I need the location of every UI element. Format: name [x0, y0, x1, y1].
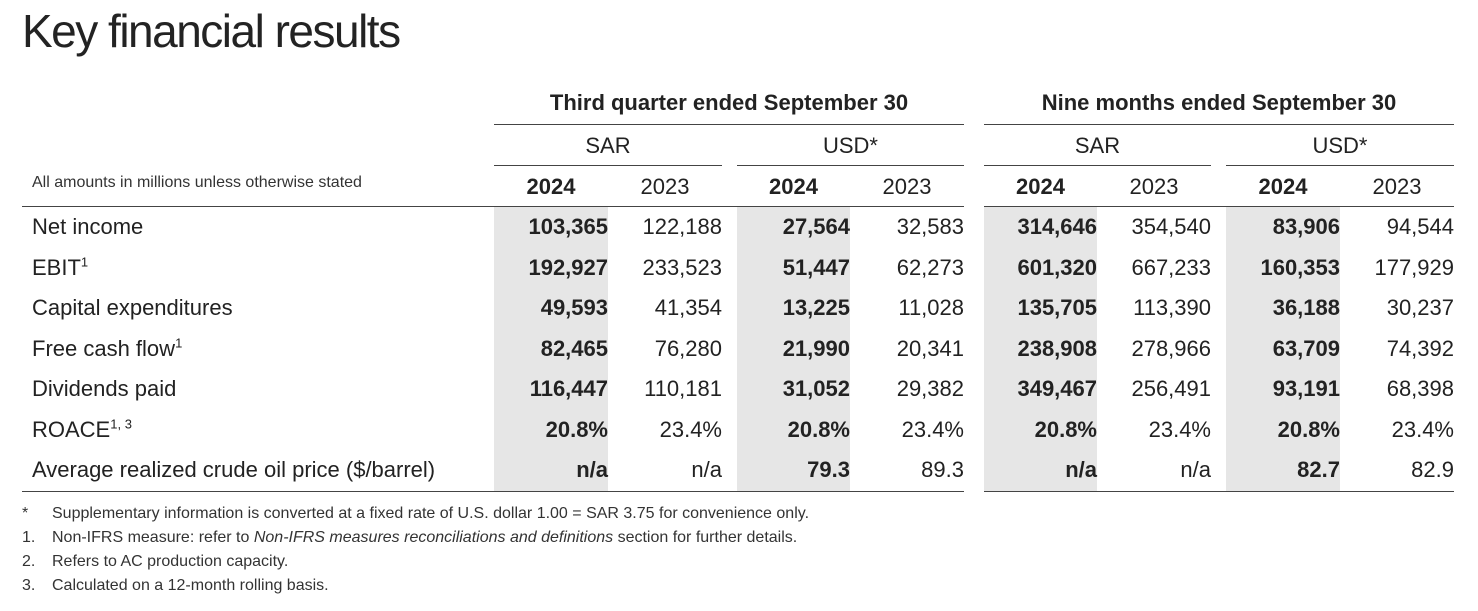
footnote-marker: 2.: [22, 553, 36, 570]
row-label-cell: [22, 329, 504, 370]
value-9m-usd-2024: 36,188: [1272, 295, 1340, 321]
value-9m-sar-2023: 113,390: [1133, 295, 1211, 321]
value-9m-sar-2023: 354,540: [1131, 214, 1211, 240]
value-9m-usd-2024: 83,906: [1272, 214, 1340, 240]
row-label: ROACE: [32, 416, 111, 442]
value-9m-usd-2024: 160,353: [1260, 254, 1340, 280]
row-label: Average realized crude oil price ($/barrel): [32, 457, 436, 483]
row-label-cell: [22, 410, 504, 451]
row-label-cell: [22, 450, 504, 491]
table-row: [22, 329, 1464, 370]
footnote-rolling-basis: [22, 577, 329, 595]
value-9m-sar-2024: 238,908: [1017, 335, 1097, 361]
year-header-9m-usd-2024: 2024: [1258, 174, 1308, 199]
footnote-non-ifrs: [22, 529, 797, 547]
value-9m-sar-2023: n/a: [1180, 457, 1211, 483]
table-row: [22, 450, 1464, 491]
column-gap: [732, 450, 747, 491]
value-q3-usd-2024: 79.3: [807, 457, 850, 483]
currency-header-q3-usd: USD*: [822, 133, 878, 158]
footnote-exchange-rate: [22, 505, 809, 523]
value-q3-sar-2024: 20.8%: [545, 416, 608, 442]
value-9m-usd-2023: 30,237: [1386, 295, 1454, 321]
column-gap: [974, 248, 994, 289]
value-9m-sar-2023: 256,491: [1131, 376, 1211, 402]
row-label-cell: [22, 369, 504, 410]
column-gap: [974, 329, 994, 370]
currency-rule-q3-usd: [737, 165, 964, 166]
value-q3-sar-2023: 110,181: [644, 376, 722, 402]
value-q3-usd-2024: 20.8%: [787, 416, 850, 442]
value-q3-sar-2023: 122,188: [642, 214, 722, 240]
value-q3-sar-2024: 116,447: [529, 376, 608, 402]
value-q3-usd-2023: 62,273: [896, 254, 964, 280]
value-q3-usd-2024: 13,225: [782, 295, 850, 321]
value-9m-sar-2024: 20.8%: [1034, 416, 1097, 442]
currency-header-9m-usd: USD*: [1312, 133, 1368, 158]
column-gap: [1221, 450, 1236, 491]
value-9m-sar-2023: 278,966: [1131, 335, 1211, 361]
value-9m-usd-2023: 82.9: [1411, 457, 1454, 483]
column-gap: [1221, 369, 1236, 410]
value-q3-usd-2023: 20,341: [896, 335, 964, 361]
year-header-q3-usd-2024: 2024: [769, 174, 818, 199]
column-gap: [732, 288, 747, 329]
financial-results-table: [22, 207, 1464, 491]
currency-header-9m-sar: SAR: [1074, 133, 1121, 158]
group-rule-third-quarter: [494, 124, 964, 125]
column-gap: [732, 369, 747, 410]
row-label-cell: [22, 248, 504, 289]
footnote-marker: 1.: [22, 529, 36, 546]
value-9m-usd-2023: 74,392: [1386, 335, 1454, 361]
column-gap: [1221, 248, 1236, 289]
value-9m-sar-2024: 314,646: [1017, 214, 1097, 240]
footnote-text: Refers to AC production capacity.: [52, 553, 289, 570]
table-bottom-rule-left: [22, 491, 964, 492]
row-label: Dividends paid: [32, 376, 177, 402]
footnote-italic-reference: Non-IFRS measures reconciliations and definitions: [253, 529, 614, 546]
value-9m-usd-2023: 177,929: [1374, 254, 1454, 280]
value-q3-sar-2023: 76,280: [654, 335, 722, 361]
footnote-production-capacity: [22, 553, 288, 571]
group-header-nine-months: Nine months ended September 30: [1041, 90, 1397, 115]
table-bottom-rule-right: [984, 491, 1454, 492]
value-9m-usd-2024: 20.8%: [1277, 416, 1340, 442]
value-q3-usd-2024: 51,447: [782, 254, 850, 280]
value-q3-sar-2023: 41,354: [654, 295, 722, 321]
footnote-text: Supplementary information is converted at a fixed rate of U.S. dollar 1.00 = SAR 3.75 for convenience only.: [52, 505, 810, 522]
year-header-9m-sar-2023: 2023: [1129, 174, 1179, 199]
row-label: EBIT: [32, 254, 81, 280]
value-q3-sar-2023: 23.4%: [659, 416, 722, 442]
value-q3-sar-2024: 103,365: [528, 214, 608, 240]
column-gap: [1221, 207, 1236, 248]
value-9m-usd-2024: 82.7: [1297, 457, 1340, 483]
column-gap: [1221, 288, 1236, 329]
value-9m-usd-2023: 68,398: [1386, 376, 1454, 402]
year-header-q3-sar-2023: 2023: [640, 174, 690, 199]
value-q3-usd-2023: 29,382: [896, 376, 964, 402]
column-gap: [974, 450, 994, 491]
table-row: [22, 410, 1464, 451]
value-q3-sar-2023: n/a: [691, 457, 722, 483]
value-q3-sar-2024: 82,465: [540, 335, 608, 361]
footnote-text: Calculated on a 12-month rolling basis.: [52, 577, 329, 594]
table-row: [22, 207, 1464, 248]
value-9m-sar-2023: 667,233: [1131, 254, 1211, 280]
year-header-q3-usd-2023: 2023: [882, 174, 932, 199]
group-rule-nine-months: [984, 124, 1454, 125]
value-q3-sar-2023: 233,523: [642, 254, 722, 280]
row-label: Capital expenditures: [32, 295, 233, 321]
currency-rule-q3-sar: [494, 165, 722, 166]
page-title: Key financial results: [22, 5, 400, 57]
footnote-text: Non-IFRS measure: refer to: [52, 529, 254, 546]
column-gap: [732, 410, 747, 451]
row-label: Free cash flow: [32, 335, 176, 361]
column-gap: [974, 207, 994, 248]
row-label-cell: [22, 207, 504, 248]
value-q3-usd-2024: 21,990: [782, 335, 850, 361]
value-9m-sar-2024: 601,320: [1017, 254, 1097, 280]
table-row: [22, 369, 1464, 410]
row-label: Net income: [32, 214, 144, 240]
year-header-9m-sar-2024: 2024: [1016, 174, 1065, 199]
value-9m-usd-2024: 63,709: [1272, 335, 1340, 361]
column-gap: [1221, 329, 1236, 370]
value-q3-sar-2024: n/a: [576, 457, 608, 483]
value-q3-usd-2024: 27,564: [782, 214, 850, 240]
value-q3-usd-2023: 89.3: [921, 457, 964, 483]
value-9m-usd-2024: 93,191: [1272, 376, 1340, 402]
column-gap: [1221, 410, 1236, 451]
column-gap: [732, 329, 747, 370]
value-9m-sar-2024: 135,705: [1017, 295, 1097, 321]
value-9m-sar-2023: 23.4%: [1148, 416, 1211, 442]
value-q3-sar-2024: 192,927: [528, 254, 608, 280]
group-header-third-quarter: Third quarter ended September 30: [549, 90, 909, 115]
value-q3-sar-2024: 49,593: [540, 295, 608, 321]
footnote-ref: 1: [80, 254, 89, 270]
value-q3-usd-2023: 32,583: [896, 214, 964, 240]
table-row: [22, 248, 1464, 289]
value-q3-usd-2023: 23.4%: [901, 416, 964, 442]
row-label-cell: [22, 288, 504, 329]
year-header-9m-usd-2023: 2023: [1372, 174, 1422, 199]
footnote-ref: 1, 3: [110, 416, 132, 432]
table-row: [22, 288, 1464, 329]
currency-rule-9m-sar: [984, 165, 1211, 166]
column-gap: [732, 207, 747, 248]
column-gap: [732, 248, 747, 289]
column-gap: [974, 410, 994, 451]
year-header-q3-sar-2024: 2024: [526, 174, 576, 199]
value-9m-usd-2023: 23.4%: [1391, 416, 1454, 442]
currency-header-q3-sar: SAR: [585, 133, 631, 158]
unit-note: All amounts in millions unless otherwise stated: [32, 174, 362, 191]
footnote-text: section for further details.: [613, 529, 798, 546]
currency-rule-9m-usd: [1226, 165, 1454, 166]
value-q3-usd-2023: 11,028: [898, 295, 964, 321]
column-gap: [974, 369, 994, 410]
footnote-marker: 3.: [22, 577, 36, 594]
column-gap: [974, 288, 994, 329]
value-9m-sar-2024: 349,467: [1017, 376, 1097, 402]
footnote-ref: 1: [175, 335, 183, 351]
value-9m-sar-2024: n/a: [1065, 457, 1097, 483]
footnote-marker: *: [22, 505, 29, 522]
value-9m-usd-2023: 94,544: [1386, 214, 1454, 240]
value-q3-usd-2024: 31,052: [782, 376, 850, 402]
